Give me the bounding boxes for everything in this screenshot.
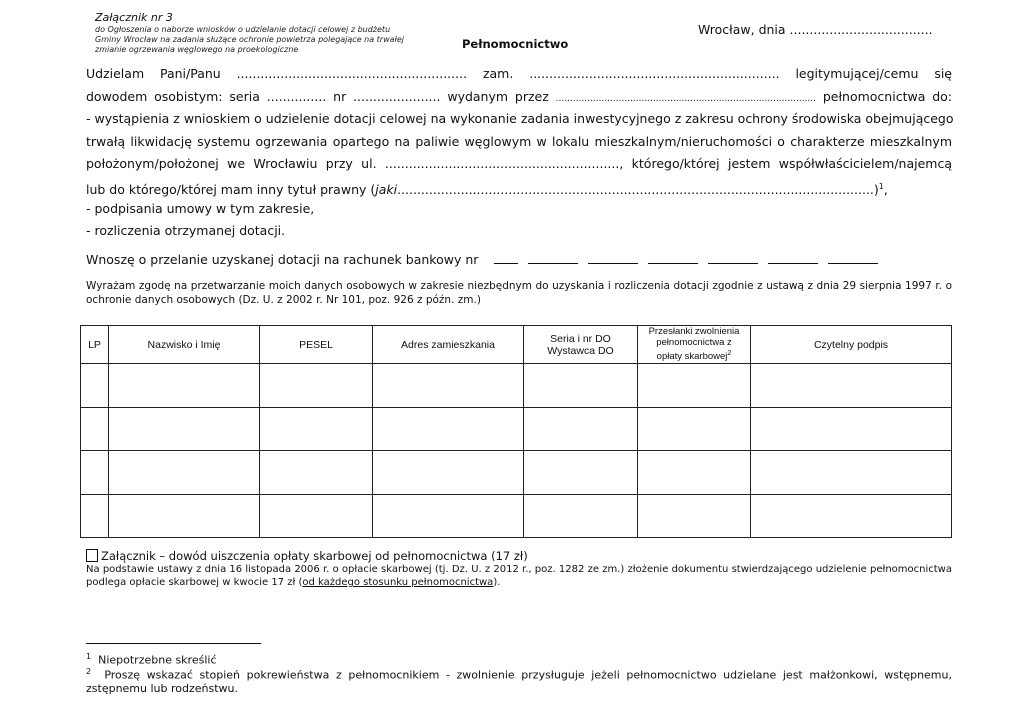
footnote-ref-2: 2 <box>727 350 732 358</box>
table-cell[interactable] <box>109 364 260 408</box>
bank-account-field-2[interactable] <box>528 254 578 264</box>
table-cell[interactable] <box>109 451 260 495</box>
table-cell[interactable] <box>638 364 751 408</box>
scope-line-3: położonym/położonej we Wrocławiu przy ul. ..........................................................., którego/której jestem współwłaścicielem/najemcą <box>86 156 952 171</box>
scope-line-2: trwałą likwidację systemu ogrzewania opartego na paliwie węglowym w lokalu mieszkalnym/nieruchomości o charakterze mieszkalnym <box>86 134 952 149</box>
scope-sign-contract: - podpisania umowy w tym zakresie, <box>86 201 315 216</box>
column-header-address: Adres zamieszkania <box>373 326 524 364</box>
grantee-name-field[interactable]: Udzielam Pani/Panu .......................................................... <box>86 66 468 81</box>
table-cell[interactable] <box>260 364 373 408</box>
header-subtitle-line-1: do Ogłoszenia o naborze wniosków o udzielanie dotacji celowej z budżetu <box>95 25 391 34</box>
table-cell[interactable] <box>751 364 952 408</box>
attachment-checkbox[interactable] <box>86 549 98 562</box>
bank-account-field-4[interactable] <box>648 254 698 264</box>
table-cell[interactable] <box>751 407 952 451</box>
column-header-pesel: PESEL <box>260 326 373 364</box>
table-cell[interactable] <box>524 407 638 451</box>
legal-title-field[interactable]: ........................................................................................................................) <box>397 182 879 198</box>
id-number-field[interactable]: nr ...................... <box>333 89 441 104</box>
column-header-signature: Czytelny podpis <box>751 326 952 364</box>
scope-settlement: - rozliczenia otrzymanej dotacji. <box>86 223 286 238</box>
footnote-divider <box>86 643 261 644</box>
date-field[interactable]: Wrocław, dnia .................................... <box>698 22 933 37</box>
document-title: Pełnomocnictwo <box>462 37 569 51</box>
footnote-ref-1: 1 <box>878 182 884 191</box>
bank-account-field-7[interactable] <box>828 254 878 264</box>
table-cell[interactable] <box>373 407 524 451</box>
bank-account-field-1[interactable] <box>494 254 518 264</box>
table-cell[interactable] <box>373 364 524 408</box>
table-cell[interactable] <box>81 494 109 538</box>
table-cell[interactable] <box>260 494 373 538</box>
table-row <box>81 407 952 451</box>
table-cell[interactable] <box>524 364 638 408</box>
grant-line-2: dowodem osobistym: seria ............... nr ...................... wydanym przez ........................................................................................... pełnomocnictwa do: <box>86 89 952 104</box>
table-cell[interactable] <box>751 451 952 495</box>
table-cell[interactable] <box>373 494 524 538</box>
footnote-1: $^1$ Niepotrzebne skreślić <box>86 652 217 667</box>
table-cell[interactable] <box>524 451 638 495</box>
column-header-id-document: Seria i nr DO Wystawca DO <box>524 326 638 364</box>
bank-account-line: Wnoszę o przelanie uzyskanej dotacji na rachunek bankowy nr <box>86 252 952 268</box>
footnote-2: $^2$ Proszę wskazać stopień pokrewieństwa z pełnomocnikiem - zwolnienie przysługuje jeżeli pełnomocnictwo udzielane jest małżonkowi, wstępnemu, zstępnemu lub rodzeństwu. <box>86 667 952 695</box>
stamp-duty-legal-note: Na podstawie ustawy z dnia 16 listopada 2006 r. o opłacie skarbowej (tj. Dz. U. z 2012 r., poz. 1282 ze zm.) złożenie dokumentu stwierdzającego udzielenie pełnomocnictwa podlega opłacie skarbowej w kwocie 17 zł (od każdego stosunku pełnomocnictwa). <box>86 564 952 588</box>
data-processing-consent: Wyrażam zgodę na przetwarzanie moich danych osobowych w zakresie niezbędnym do uzyskania i rozliczenia dotacji zgodnie z ustawą z dnia 29 sierpnia 1997 r. o ochronie danych osobowych (Dz. U. z 2002 r. Nr 101, poz. 926 z późn. zm.) <box>86 280 952 306</box>
id-issuer-field[interactable]: ........................................................................................... <box>555 94 816 104</box>
table-cell[interactable] <box>109 494 260 538</box>
column-header-name: Nazwisko i Imię <box>109 326 260 364</box>
table-cell[interactable] <box>638 451 751 495</box>
column-header-exemption: Przesłanki zwolnienia pełnomocnictwa z opłaty skarbowej$^2$ <box>638 326 751 364</box>
attachment-number: Załącznik nr 3 <box>95 11 173 24</box>
grant-line-1: Udzielam Pani/Panu .......................................................... zam. ............................................................... legitymującej/cemu się <box>86 66 953 81</box>
table-cell[interactable] <box>751 494 952 538</box>
table-cell[interactable] <box>638 494 751 538</box>
table-cell[interactable] <box>81 451 109 495</box>
header-subtitle-line-2: Gminy Wrocław na zadania służące ochronie powietrza polegające na trwałej <box>95 35 404 44</box>
header-subtitle-line-3: zmianie ogrzewania węglowego na proekologiczne <box>95 45 299 54</box>
table-cell[interactable] <box>260 407 373 451</box>
table-row <box>81 494 952 538</box>
bank-account-field-6[interactable] <box>768 254 818 264</box>
table-row <box>81 364 952 408</box>
table-cell[interactable] <box>81 364 109 408</box>
table-row <box>81 451 952 495</box>
column-header-lp: LP <box>81 326 109 364</box>
table-cell[interactable] <box>524 494 638 538</box>
table-cell[interactable] <box>260 451 373 495</box>
table-cell[interactable] <box>638 407 751 451</box>
table-cell[interactable] <box>81 407 109 451</box>
signatories-table <box>80 325 952 538</box>
id-series-field[interactable]: seria ............... <box>229 89 327 104</box>
scope-line-1: - wystąpienia z wnioskiem o udzielenie dotacji celowej na wykonanie zadania inwestycyjnego z zakresu ochrony środowiska obejmującego <box>86 111 954 126</box>
attachment-note: Załącznik – dowód uiszczenia opłaty skarbowej od pełnomocnictwa (17 zł) <box>86 549 528 563</box>
bank-account-field-5[interactable] <box>708 254 758 264</box>
grantee-address-field[interactable]: ............................................................... <box>529 66 780 81</box>
table-cell[interactable] <box>373 451 524 495</box>
scope-line-4: lub do którego/której mam inny tytuł prawny (jaki........................................................................................................................)$^1$, <box>86 182 888 198</box>
table-cell[interactable] <box>109 407 260 451</box>
bank-account-field-3[interactable] <box>588 254 638 264</box>
table-header-row <box>81 326 952 364</box>
